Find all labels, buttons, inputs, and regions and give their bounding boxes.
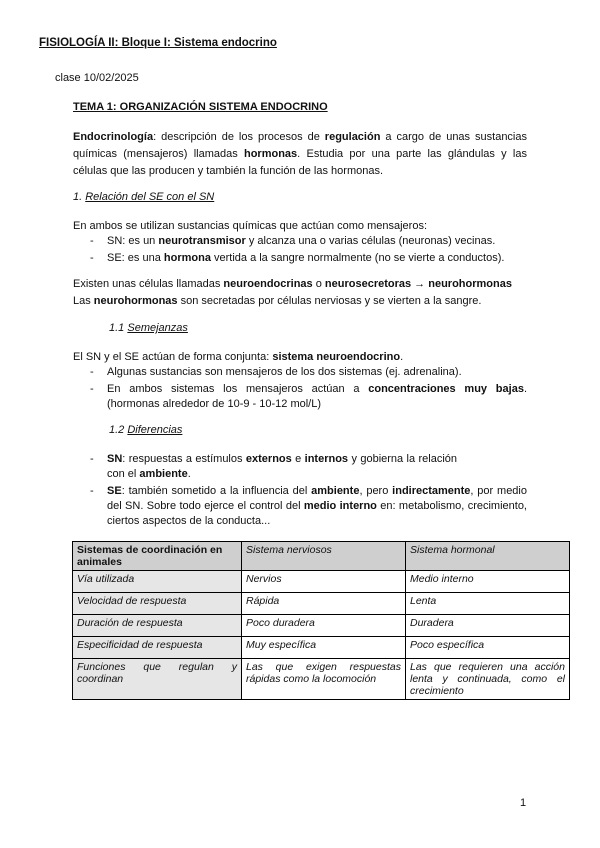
table-cell: Las que exigen respuestas rápidas como la locomoción xyxy=(242,659,406,700)
item-text: En ambos sistemas los mensajeros actúan a xyxy=(107,383,369,395)
item-bold: neurotransmisor xyxy=(158,235,246,247)
item-text: : respuestas a estímulos xyxy=(122,453,246,465)
item-text: , por medio del SN. Sobre todo ejerce el control del xyxy=(107,485,527,512)
item-text: SN: es un xyxy=(107,235,159,247)
subsection-1-2-list xyxy=(73,452,527,531)
lead-text: . xyxy=(400,351,404,363)
neuro-text: Existen unas células llamadas xyxy=(73,278,224,290)
neuro-text: Las xyxy=(73,295,94,307)
subsection-1-1-list xyxy=(73,365,527,414)
subsection-number: 1.1 xyxy=(109,322,128,334)
table-row-label: Velocidad de respuesta xyxy=(73,593,242,615)
neuro-bold: neurohormonas xyxy=(93,295,178,307)
list-item xyxy=(73,251,527,266)
table-row xyxy=(73,571,570,593)
item-bold: hormona xyxy=(163,252,211,264)
neuro-line-2 xyxy=(73,293,527,310)
table-cell: Rápida xyxy=(242,593,406,615)
item-text: e xyxy=(291,453,305,465)
section-1-list xyxy=(73,234,527,268)
table-cell: Nervios xyxy=(242,571,406,593)
table-row-label: Duración de respuesta xyxy=(73,615,242,637)
table-cell: Medio interno xyxy=(406,571,570,593)
intro-text-1: : descripción de los procesos de xyxy=(153,131,325,143)
document-header: FISIOLOGÍA II: Bloque I: Sistema endocrino xyxy=(39,37,277,49)
topic-title: TEMA 1: ORGANIZACIÓN SISTEMA ENDOCRINO xyxy=(73,101,328,113)
neuro-text: o xyxy=(312,278,325,290)
item-text: , pero xyxy=(359,485,393,497)
table-row-label: Vía utilizada xyxy=(73,571,242,593)
intro-text-3: . Estudia por una parte las glándulas y las células que las producen y también la función de las hormonas. xyxy=(73,148,527,177)
subsection-1-2-heading xyxy=(109,424,182,436)
comparison-table xyxy=(72,541,570,700)
intro-term: Endocrinología xyxy=(73,131,154,143)
subsection-1-1-lead xyxy=(73,349,527,366)
neuro-arrow: → xyxy=(411,278,429,290)
neuro-line-1 xyxy=(73,276,527,293)
intro-paragraph xyxy=(73,129,527,180)
table-header-cell: Sistema nerviosos xyxy=(242,542,406,571)
list-item xyxy=(73,382,527,412)
intro-bold-1: regulación xyxy=(324,131,381,143)
table-row-label: Especificidad de respuesta xyxy=(73,637,242,659)
item-bold: medio interno xyxy=(303,500,377,512)
item-text: y gobierna la relación con el xyxy=(107,453,458,480)
item-text: . xyxy=(187,468,191,480)
section-1-heading xyxy=(73,191,214,203)
table-row xyxy=(73,637,570,659)
lead-bold: sistema neuroendocrino xyxy=(272,351,401,363)
item-bold: SE xyxy=(107,485,122,497)
section-1-lead: En ambos se utilizan sustancias químicas que actúan como mensajeros: xyxy=(73,220,428,232)
neuro-bold: neuroendocrinas xyxy=(223,278,313,290)
intro-bold-2: hormonas xyxy=(243,148,298,160)
item-text: y alcanza una o varias células (neuronas) vecinas. xyxy=(245,235,496,247)
section-1-title: Relación del SE con el SN xyxy=(85,191,215,203)
table-row-label: Funciones que regulan y coordinan xyxy=(73,659,242,700)
neuro-paragraph xyxy=(73,276,527,310)
neuro-text: son secretadas por células nerviosas y se vierten a la sangre. xyxy=(177,295,482,307)
item-bold: externos xyxy=(245,453,292,465)
section-1-number: 1. xyxy=(73,191,86,203)
table-header-cell: Sistema hormonal xyxy=(406,542,570,571)
table-row xyxy=(73,593,570,615)
item-bold: ambiente xyxy=(311,485,360,497)
list-item xyxy=(73,452,527,482)
item-bold: ambiente xyxy=(139,468,188,480)
item-text: en: metabolismo, crecimiento, ciertos aspectos de la conducta... xyxy=(107,500,527,527)
table-row xyxy=(73,615,570,637)
subsection-1-1-heading xyxy=(109,322,188,334)
page-number: 1 xyxy=(520,797,527,809)
table-header-cell: Sistemas de coordinación en animales xyxy=(73,542,242,571)
table-cell: Poco duradera xyxy=(242,615,406,637)
list-item xyxy=(73,234,527,249)
item-text: Algunas sustancias son mensajeros de los dos sistemas (ej. adrenalina). xyxy=(107,366,462,378)
item-text: SE: es una xyxy=(107,252,164,264)
intro-text-2: a cargo de unas sustancias químicas (mensajeros) llamadas xyxy=(73,131,527,160)
lead-text: El SN y el SE actúan de forma conjunta: xyxy=(73,351,273,363)
item-text: . (hormonas alrededor de 10-9 - 10-12 mol/L) xyxy=(107,383,527,410)
list-item xyxy=(73,365,527,380)
table-cell: Muy específica xyxy=(242,637,406,659)
table-cell: Lenta xyxy=(406,593,570,615)
item-bold: SN xyxy=(107,453,123,465)
subsection-title: Semejanzas xyxy=(127,322,188,334)
item-text: : también sometido a la influencia del xyxy=(121,485,312,497)
item-bold: indirectamente xyxy=(392,485,471,497)
list-item xyxy=(73,484,527,529)
table-header-row xyxy=(73,542,570,571)
subsection-title: Diferencias xyxy=(127,424,183,436)
table-cell: Poco específica xyxy=(406,637,570,659)
table-cell: Las que requieren una acción lenta y continuada, como el crecimiento xyxy=(406,659,570,700)
neuro-bold: neurohormonas xyxy=(428,278,512,290)
subsection-number: 1.2 xyxy=(109,424,128,436)
neuro-bold: neurosecretoras xyxy=(324,278,412,290)
item-text: vertida a la sangre normalmente (no se vierte a conductos). xyxy=(210,252,505,264)
item-bold: concentraciones muy bajas xyxy=(368,383,524,395)
table-row xyxy=(73,659,570,700)
table-cell: Duradera xyxy=(406,615,570,637)
item-bold: internos xyxy=(304,453,349,465)
class-date: clase 10/02/2025 xyxy=(55,72,139,84)
